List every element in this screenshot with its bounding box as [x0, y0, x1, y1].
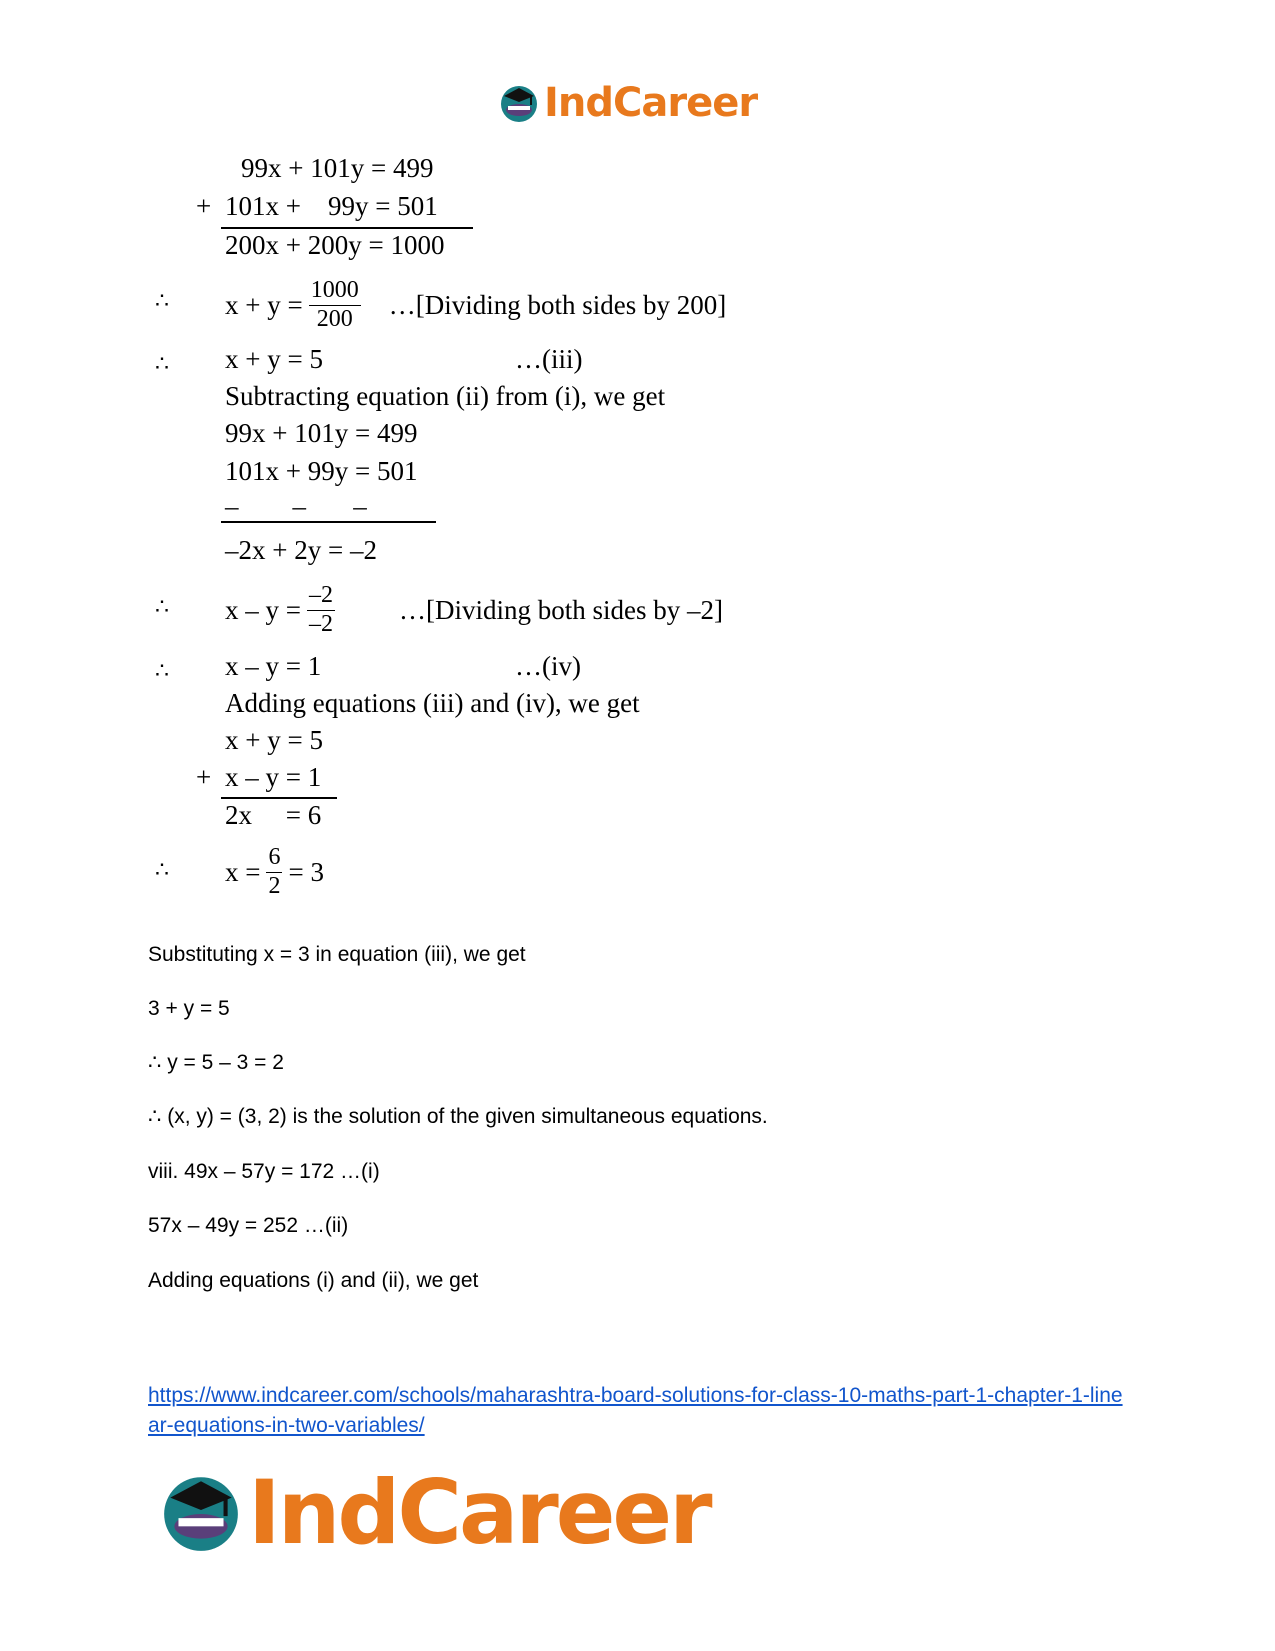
numerator: 1000 — [309, 277, 361, 306]
therefore-symbol: ∴ — [155, 352, 169, 377]
eq-tag: …(iv) — [515, 651, 581, 681]
eq-line-13: Adding equations (iii) and (iv), we get — [225, 688, 640, 718]
sum-rule — [221, 797, 337, 799]
source-link[interactable]: https://www.indcareer.com/schools/maharashtra-board-solutions-for-class-10-maths-part-1-chapter-1-linear-equations-in-two-variables/ — [148, 1384, 1123, 1437]
therefore-symbol: ∴ — [155, 659, 169, 684]
paragraph: Substituting x = 3 in equation (iii), we get — [148, 943, 526, 966]
eq-line-11 — [225, 582, 723, 638]
eq-line-4 — [225, 277, 726, 333]
eq-line-12: x – y = 1 — [225, 651, 322, 681]
header-logo — [498, 78, 757, 128]
eq-line-2: 101x + 99y = 501 — [225, 191, 438, 221]
paragraph: ∴ y = 5 – 3 = 2 — [148, 1051, 284, 1074]
denominator: 2 — [268, 872, 281, 899]
paragraph: 3 + y = 5 — [148, 997, 230, 1020]
paragraph: 57x – 49y = 252 …(ii) — [148, 1214, 349, 1237]
eq-lhs: x = — [225, 856, 261, 887]
eq-line-5: x + y = 5 — [225, 344, 323, 374]
eq-line-6: Subtracting equation (ii) from (i), we get — [225, 381, 666, 411]
fraction — [309, 277, 361, 333]
paragraph: ∴ (x, y) = (3, 2) is the solution of the given simultaneous equations. — [148, 1105, 768, 1128]
numerator: –2 — [307, 582, 335, 611]
therefore-symbol: ∴ — [155, 858, 169, 883]
sign-row: – – – — [225, 491, 367, 521]
plus-sign: + — [196, 191, 212, 221]
graduation-globe-icon — [498, 82, 540, 124]
plus-sign: + — [196, 762, 212, 792]
eq-lhs: x – y = — [225, 594, 301, 625]
therefore-symbol: ∴ — [155, 289, 169, 314]
eq-line-10: –2x + 2y = –2 — [225, 535, 377, 565]
numerator: 6 — [266, 844, 282, 873]
eq-line-15: x – y = 1 — [225, 762, 322, 792]
eq-line-3: 200x + 200y = 1000 — [225, 230, 445, 260]
sum-rule — [221, 227, 473, 229]
brand-name: IndCareer — [248, 1460, 710, 1564]
denominator: –2 — [308, 610, 333, 637]
eq-note: …[Dividing both sides by 200] — [388, 289, 727, 320]
eq-line-17 — [225, 844, 324, 900]
paragraph: Adding equations (i) and (ii), we get — [148, 1269, 479, 1292]
eq-tag: …(iii) — [515, 344, 583, 374]
difference-rule — [221, 521, 436, 523]
eq-rhs: = 3 — [288, 856, 324, 887]
footer-logo — [158, 1462, 710, 1562]
eq-line-8: 101x + 99y = 501 — [225, 456, 418, 486]
brand-name: IndCareer — [544, 80, 758, 126]
eq-line-16: 2x = 6 — [225, 800, 322, 830]
eq-line-14: x + y = 5 — [225, 725, 323, 755]
eq-lhs: x + y = — [225, 289, 303, 320]
fraction — [307, 582, 335, 638]
denominator: 200 — [316, 305, 353, 332]
therefore-symbol: ∴ — [155, 595, 169, 620]
paragraph: viii. 49x – 57y = 172 …(i) — [148, 1160, 380, 1183]
eq-line-7: 99x + 101y = 499 — [225, 418, 418, 448]
graduation-globe-icon — [158, 1469, 244, 1555]
eq-line-1: 99x + 101y = 499 — [241, 153, 434, 183]
fraction — [266, 844, 282, 900]
eq-note: …[Dividing both sides by –2] — [398, 594, 723, 625]
